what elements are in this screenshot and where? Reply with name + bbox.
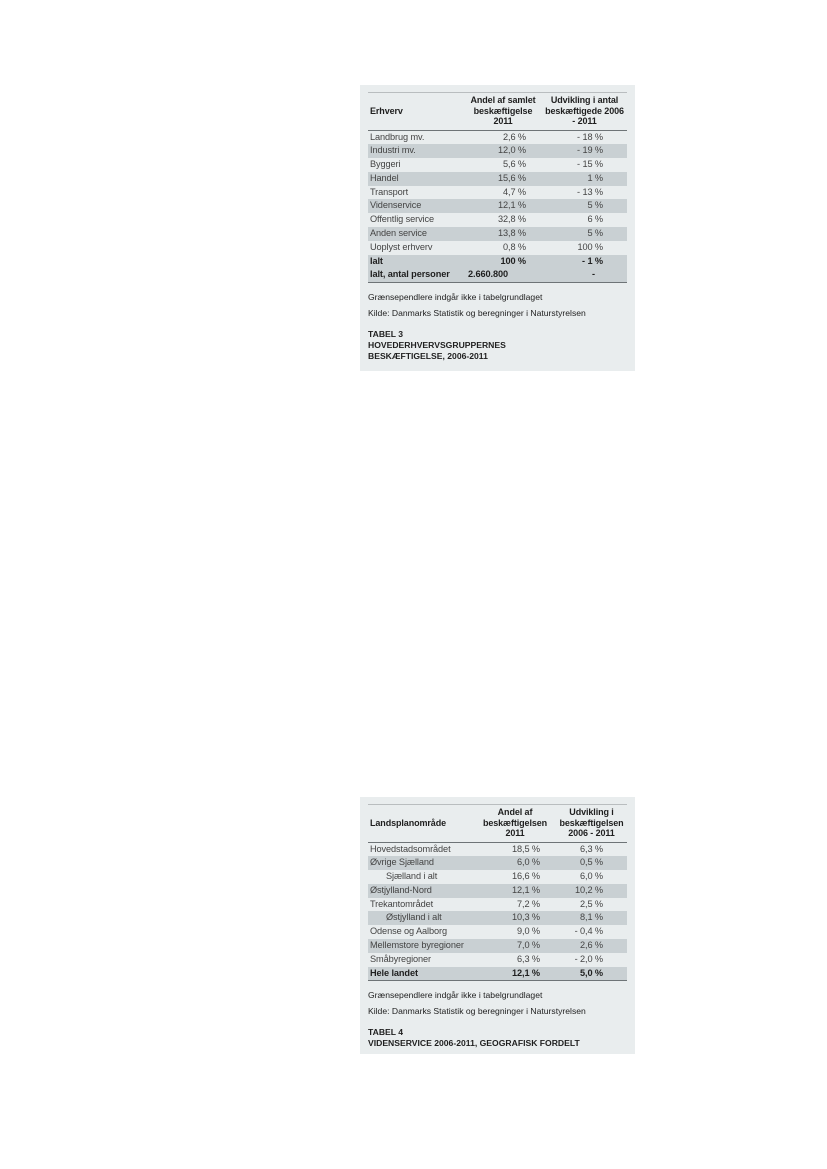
table-row [368, 241, 627, 255]
column-header-erhverv: Erhverv [368, 93, 464, 131]
share-value: 12,1 % [474, 884, 556, 898]
change-value: 5,0 % [556, 967, 627, 981]
change-value: - 13 % [577, 186, 603, 197]
row-label: Odense og Aalborg [370, 926, 447, 937]
row-label: Hele landet [368, 967, 474, 981]
change-value: 5 % [542, 227, 627, 241]
table-row [368, 939, 627, 953]
change-value: 6,3 % [580, 843, 603, 854]
table-row [368, 870, 627, 884]
share-value: 9,0 % [517, 926, 540, 937]
change-value: - [542, 268, 627, 282]
row-label: Handel [368, 172, 464, 186]
table-row [368, 130, 627, 144]
row-label: Industri mv. [368, 144, 464, 158]
share-value: 13,8 % [464, 227, 542, 241]
table-row [368, 172, 627, 186]
table-row [368, 898, 627, 912]
table-row [368, 953, 627, 967]
change-value: 8,1 % [556, 911, 627, 925]
share-value: 2,6 % [503, 131, 526, 142]
share-value: 100 % [464, 255, 542, 269]
row-label: Byggeri [370, 159, 401, 170]
change-value: 10,2 % [556, 884, 627, 898]
change-value: 100 % [577, 241, 603, 252]
share-value: 15,6 % [464, 172, 542, 186]
table-row [368, 186, 627, 200]
table-row [368, 842, 627, 856]
row-label: Offentlig service [370, 214, 435, 225]
table-4-note: Grænsependlere indgår ikke i tabelgrundlaget [368, 990, 543, 1001]
table-4-caption [368, 1027, 627, 1049]
table-3-header-row [368, 93, 627, 131]
change-value: 6,0 % [580, 871, 603, 882]
column-header-andel: Andel af beskæftigelsen 2011 [474, 805, 556, 843]
column-header-udvikling: Udvikling i antal beskæftigede 2006 - 2011 [542, 93, 627, 131]
table-row [368, 884, 627, 898]
column-header-andel: Andel af samlet beskæftigelse 2011 [464, 93, 542, 131]
share-value: 7,2 % [517, 898, 540, 909]
share-value: 4,7 % [503, 186, 526, 197]
share-value: 12,0 % [464, 144, 542, 158]
row-label: Mellemstore byregioner [368, 939, 474, 953]
table-row [368, 925, 627, 939]
share-value: 12,1 % [474, 967, 556, 981]
change-value: 5 % [542, 199, 627, 213]
row-label: Uoplyst erhverv [370, 241, 433, 252]
change-value: 2,5 % [580, 898, 603, 909]
change-value: 2,6 % [556, 939, 627, 953]
caption-title: VIDENSERVICE 2006-2011, GEOGRAFISK FORDELT [368, 1038, 580, 1049]
share-value: 10,3 % [474, 911, 556, 925]
row-label: Videnservice [368, 199, 464, 213]
share-value: 16,6 % [511, 871, 540, 882]
share-value: 6,0 % [474, 856, 556, 870]
change-value: - 1 % [542, 255, 627, 269]
table-3-note: Grænsependlere indgår ikke i tabelgrundlaget [368, 292, 543, 303]
row-label: Trekantområdet [370, 898, 434, 909]
caption-title-line-1: HOVEDERHVERVSGRUPPERNES [368, 340, 506, 351]
row-label: Transport [370, 186, 409, 197]
total-row [368, 255, 627, 269]
table-row [368, 199, 627, 213]
change-value: - 2,0 % [574, 953, 603, 964]
table-row [368, 158, 627, 172]
table-4 [368, 804, 627, 981]
total-persons-row [368, 268, 627, 282]
total-row [368, 967, 627, 981]
table-row [368, 144, 627, 158]
column-header-udvikling: Udvikling i beskæftigelsen 2006 - 2011 [556, 805, 627, 843]
row-label: Anden service [368, 227, 464, 241]
table-row [368, 227, 627, 241]
share-value: 32,8 % [497, 214, 526, 225]
share-value: 0,8 % [503, 241, 526, 252]
change-value: - 18 % [577, 131, 603, 142]
share-value: 6,3 % [517, 953, 540, 964]
row-label: Småbyregioner [370, 953, 432, 964]
share-value: 7,0 % [474, 939, 556, 953]
table-4-panel [360, 797, 635, 1054]
row-label: Ialt, antal personer [368, 268, 464, 282]
share-value: 18,5 % [511, 843, 540, 854]
share-value: 5,6 % [503, 159, 526, 170]
share-value: 2.660.800 [464, 268, 542, 282]
row-label: Ialt [368, 255, 464, 269]
change-value: 0,5 % [556, 856, 627, 870]
column-header-landsplanomraade: Landsplanområde [368, 805, 474, 843]
change-value: - 19 % [542, 144, 627, 158]
caption-title-line-2: BESKÆFTIGELSE, 2006-2011 [368, 351, 488, 362]
table-3-panel [360, 85, 635, 371]
row-label: Østjylland i alt [368, 911, 474, 925]
table-3-source: Kilde: Danmarks Statistik og beregninger i Naturstyrelsen [368, 308, 586, 319]
table-row [368, 856, 627, 870]
change-value: 1 % [542, 172, 627, 186]
table-3 [368, 92, 627, 283]
caption-number: TABEL 3 [368, 329, 404, 340]
table-4-header-row [368, 805, 627, 843]
row-label: Hovedstadsområdet [370, 843, 451, 854]
table-row [368, 213, 627, 227]
change-value: 6 % [587, 214, 603, 225]
change-value: - 15 % [577, 159, 603, 170]
row-label: Øvrige Sjælland [368, 856, 474, 870]
table-3-caption [368, 329, 627, 362]
row-label: Sjælland i alt [386, 871, 438, 882]
row-label: Østjylland-Nord [368, 884, 474, 898]
row-label: Landbrug mv. [370, 131, 425, 142]
table-row [368, 911, 627, 925]
share-value: 12,1 % [464, 199, 542, 213]
caption-number: TABEL 4 [368, 1027, 404, 1038]
change-value: - 0,4 % [574, 926, 603, 937]
table-4-source: Kilde: Danmarks Statistik og beregninger i Naturstyrelsen [368, 1006, 586, 1017]
